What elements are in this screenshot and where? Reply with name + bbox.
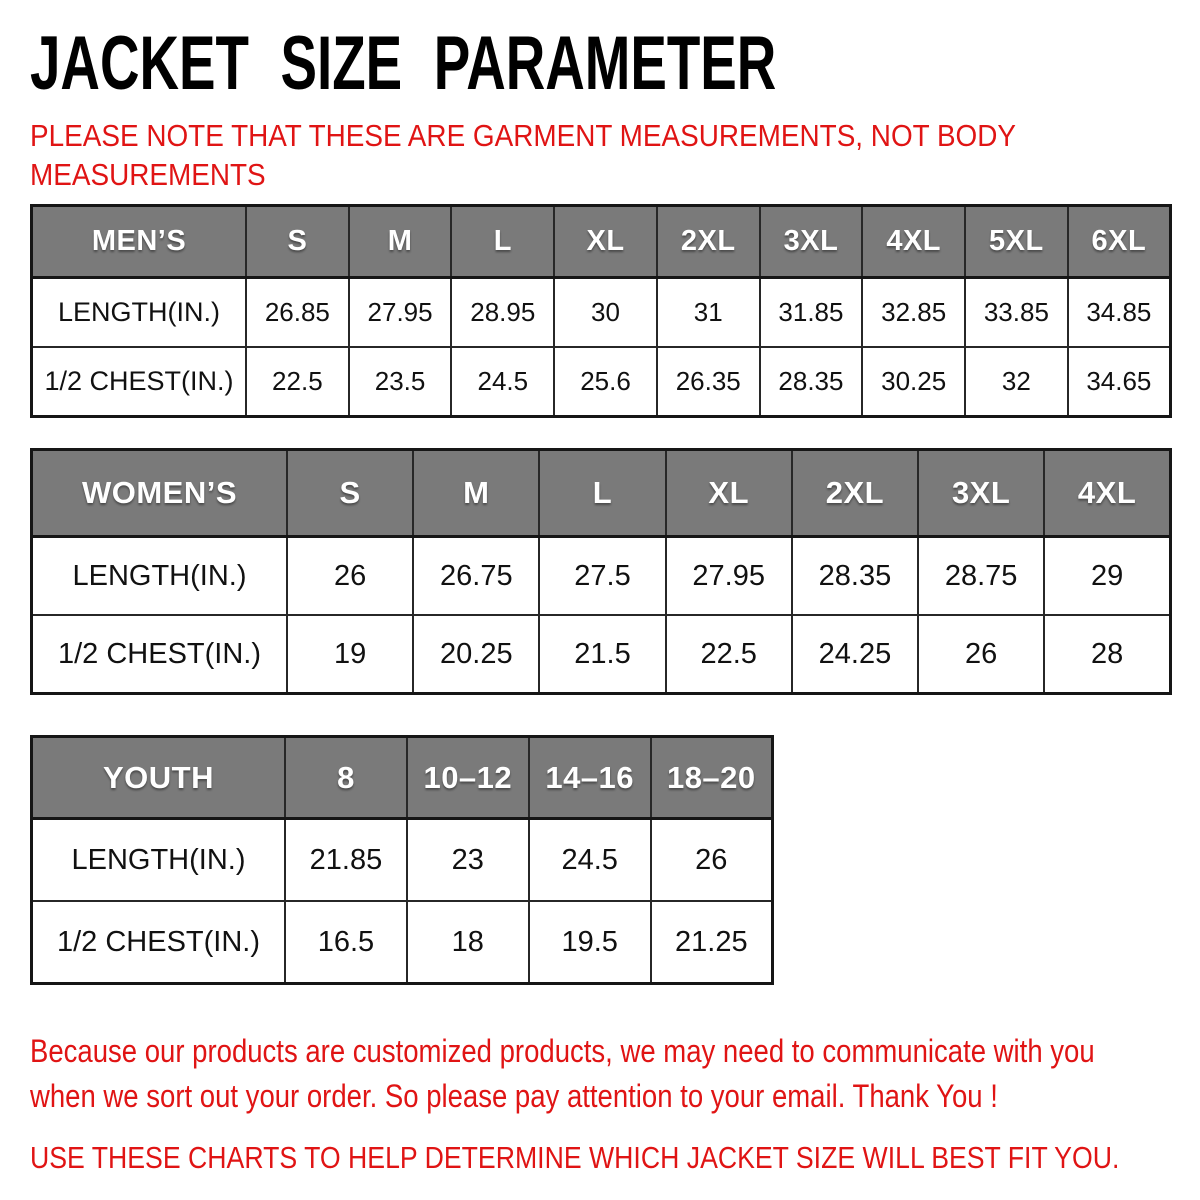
measurement-value-cell: 27.95 <box>349 278 452 348</box>
measurement-row <box>32 278 1171 348</box>
size-column-header: M <box>413 450 539 537</box>
note-line-2: MEASUREMENTS <box>30 157 266 192</box>
measurement-value-cell: 25.6 <box>554 347 657 417</box>
measurement-value-cell: 27.95 <box>666 537 792 616</box>
header-row <box>32 450 1171 537</box>
size-table-youth <box>30 735 774 985</box>
measurement-value-cell: 29 <box>1044 537 1170 616</box>
size-column-header: 4XL <box>862 206 965 278</box>
measurement-row <box>32 615 1171 694</box>
footer-custom-products-note <box>30 1029 1172 1119</box>
measurement-value-cell: 31 <box>657 278 760 348</box>
measurement-value-cell: 34.65 <box>1068 347 1171 417</box>
measurement-value-cell: 24.5 <box>529 819 651 902</box>
measurement-row-label: LENGTH(IN.) <box>32 819 286 902</box>
measurement-value-cell: 16.5 <box>285 901 407 984</box>
size-column-header: 10–12 <box>407 737 529 819</box>
footer-note-line-3: USE THESE CHARTS TO HELP DETERMINE WHICH JACKET SIZE WILL BEST FIT YOU. <box>30 1140 1120 1175</box>
measurement-value-cell: 20.25 <box>413 615 539 694</box>
size-column-header: 6XL <box>1068 206 1171 278</box>
measurement-value-cell: 24.5 <box>451 347 554 417</box>
measurement-value-cell: 28.75 <box>918 537 1044 616</box>
measurement-value-cell: 31.85 <box>760 278 863 348</box>
measurement-value-cell: 28 <box>1044 615 1170 694</box>
table-category-header: MEN’S <box>32 206 247 278</box>
measurement-value-cell: 33.85 <box>965 278 1068 348</box>
size-column-header: L <box>539 450 665 537</box>
size-parameter-page <box>0 21 1200 1200</box>
size-column-header: 8 <box>285 737 407 819</box>
measurement-value-cell: 18 <box>407 901 529 984</box>
footer-note-line-2: when we sort out your order. So please pay attention to your email. Thank You ! <box>30 1078 998 1114</box>
size-column-header: 4XL <box>1044 450 1170 537</box>
measurement-value-cell: 28.95 <box>451 278 554 348</box>
measurement-row-label: 1/2 CHEST(IN.) <box>32 901 286 984</box>
measurement-value-cell: 22.5 <box>666 615 792 694</box>
measurement-value-cell: 21.5 <box>539 615 665 694</box>
measurement-value-cell: 32 <box>965 347 1068 417</box>
measurement-value-cell: 30.25 <box>862 347 965 417</box>
measurement-value-cell: 26.75 <box>413 537 539 616</box>
footer-note-line-1: Because our products are customized products, we may need to communicate with you <box>30 1033 1095 1069</box>
measurement-value-cell: 34.85 <box>1068 278 1171 348</box>
measurement-row <box>32 819 773 902</box>
measurement-value-cell: 21.25 <box>651 901 773 984</box>
size-column-header: 5XL <box>965 206 1068 278</box>
size-table-womens <box>30 448 1172 695</box>
measurement-value-cell: 30 <box>554 278 657 348</box>
note-line-1: PLEASE NOTE THAT THESE ARE GARMENT MEASUREMENTS, NOT BODY <box>30 118 1017 153</box>
measurement-value-cell: 24.25 <box>792 615 918 694</box>
measurement-row-label: 1/2 CHEST(IN.) <box>32 347 247 417</box>
garment-measurement-note <box>30 116 1172 194</box>
measurement-row-label: LENGTH(IN.) <box>32 278 247 348</box>
size-column-header: 2XL <box>657 206 760 278</box>
size-column-header: 18–20 <box>651 737 773 819</box>
measurement-value-cell: 19 <box>287 615 413 694</box>
measurement-row <box>32 901 773 984</box>
measurement-value-cell: 32.85 <box>862 278 965 348</box>
size-column-header: S <box>287 450 413 537</box>
measurement-value-cell: 28.35 <box>792 537 918 616</box>
measurement-value-cell: 23.5 <box>349 347 452 417</box>
footer-fit-advice-note <box>30 1139 1172 1177</box>
measurement-value-cell: 26 <box>651 819 773 902</box>
size-column-header: S <box>246 206 349 278</box>
size-column-header: XL <box>554 206 657 278</box>
size-column-header: 14–16 <box>529 737 651 819</box>
page-title: JACKET SIZE PARAMETER <box>30 21 777 106</box>
header-row <box>32 206 1171 278</box>
header-row <box>32 737 773 819</box>
table-category-header: WOMEN’S <box>32 450 288 537</box>
table-category-header: YOUTH <box>32 737 286 819</box>
size-column-header: XL <box>666 450 792 537</box>
size-column-header: 2XL <box>792 450 918 537</box>
measurement-value-cell: 19.5 <box>529 901 651 984</box>
measurement-value-cell: 23 <box>407 819 529 902</box>
measurement-value-cell: 27.5 <box>539 537 665 616</box>
measurement-row-label: 1/2 CHEST(IN.) <box>32 615 288 694</box>
measurement-value-cell: 26 <box>918 615 1044 694</box>
measurement-value-cell: 21.85 <box>285 819 407 902</box>
size-table-mens <box>30 204 1172 418</box>
size-column-header: 3XL <box>760 206 863 278</box>
size-column-header: L <box>451 206 554 278</box>
measurement-value-cell: 22.5 <box>246 347 349 417</box>
size-column-header: M <box>349 206 452 278</box>
measurement-value-cell: 28.35 <box>760 347 863 417</box>
size-column-header: 3XL <box>918 450 1044 537</box>
measurement-value-cell: 26 <box>287 537 413 616</box>
measurement-value-cell: 26.35 <box>657 347 760 417</box>
measurement-row-label: LENGTH(IN.) <box>32 537 288 616</box>
measurement-value-cell: 26.85 <box>246 278 349 348</box>
measurement-row <box>32 537 1171 616</box>
measurement-row <box>32 347 1171 417</box>
